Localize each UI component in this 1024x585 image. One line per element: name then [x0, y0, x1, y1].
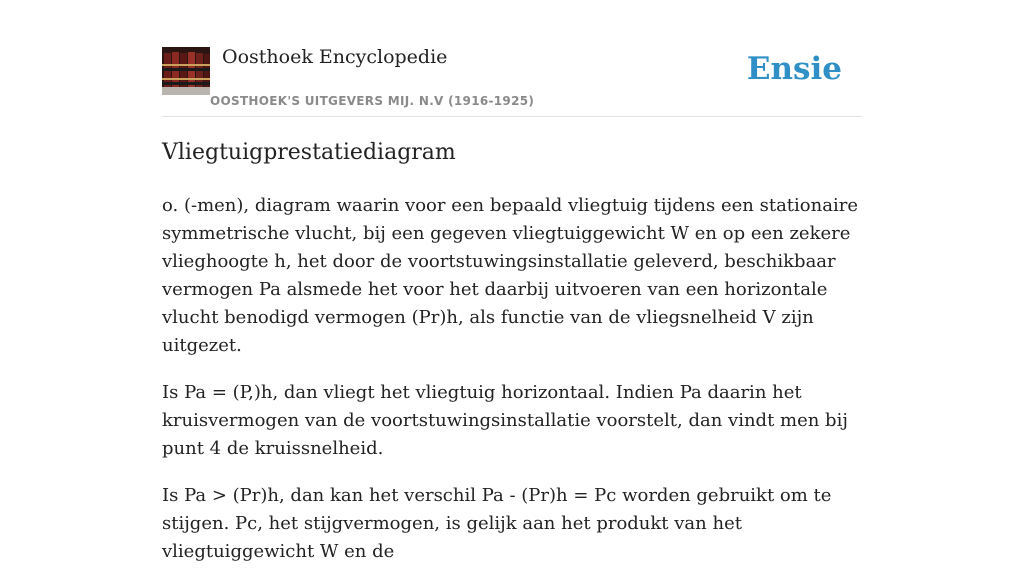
book-title[interactable]: Oosthoek Encyclopedie: [222, 46, 448, 68]
ensie-logo[interactable]: Ensie: [746, 51, 842, 87]
article-body: [162, 192, 862, 585]
article-paragraph: o. (-men), diagram waarin voor een bepaald vliegtuig tijdens een stationaire symmetrische vlucht, bij een gegeven vliegtuiggewicht W en op een zekere vlieghoogte h, het door de voortstuwingsinstallatie geleverd, beschikbaar vermogen Pa alsmede het voor het daarbij uitvoeren van een horizontale vlucht benodigd vermogen (Pr)h, als functie van de vliegsnelheid V zijn uitgezet.: [162, 195, 858, 356]
article-paragraph: Is Pa = (P,)h, dan vliegt het vliegtuig horizontaal. Indien Pa daarin het kruisvermogen van de voortstuwingsinstallatie voorstelt, dan vindt men bij punt 4 de kruissnelheid.: [162, 382, 848, 459]
article-paragraph: Is Pa > (Pr)h, dan kan het verschil Pa - (Pr)h = Pc worden gebruikt om te stijgen. Pc, het stijgvermogen, is gelijk aan het produkt van het vliegtuiggewicht W en de: [162, 485, 832, 562]
header: [162, 40, 862, 117]
encyclopedia-books-icon[interactable]: [162, 47, 210, 95]
publisher-label: OOSTHOEK'S UITGEVERS MIJ. N.V (1916-1925): [210, 94, 535, 108]
article-title: Vliegtuigprestatiediagram: [162, 140, 456, 165]
